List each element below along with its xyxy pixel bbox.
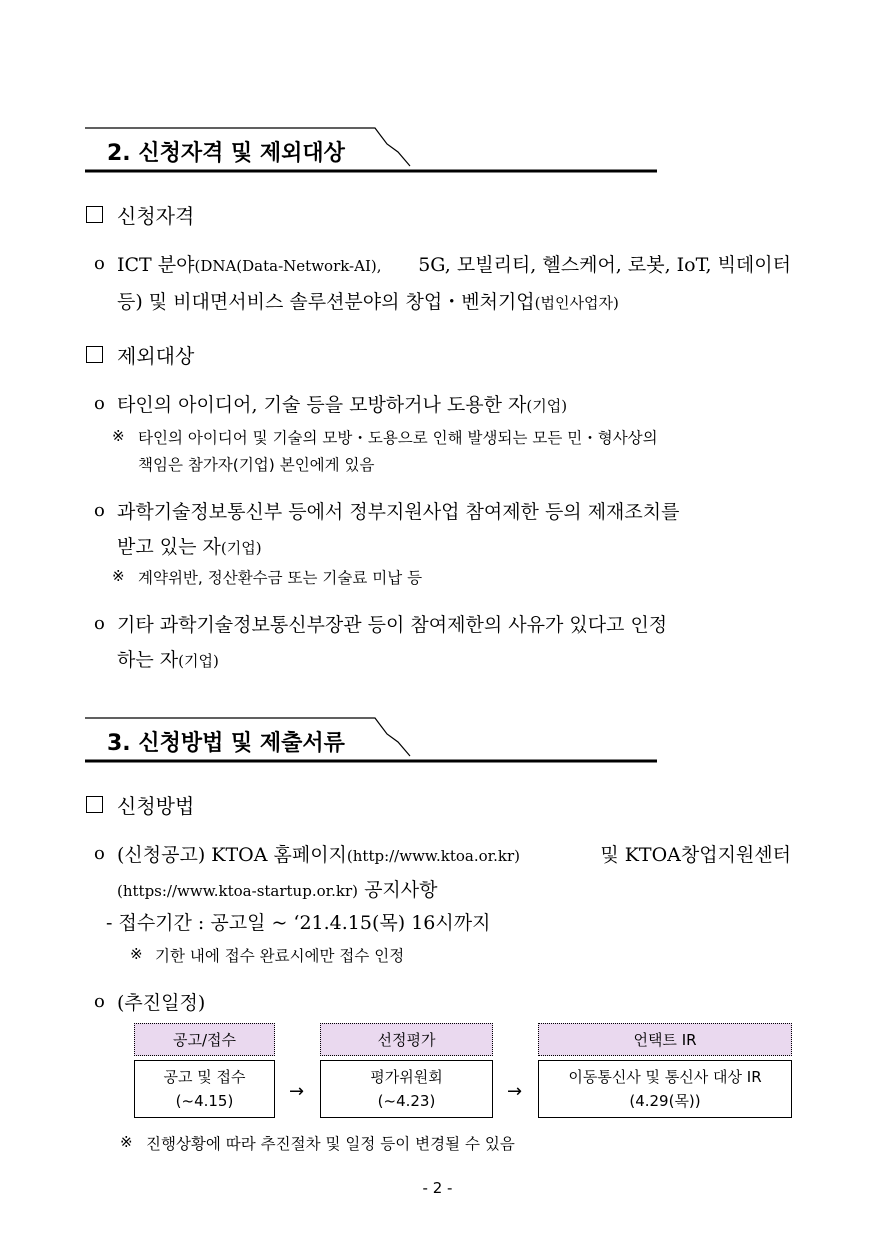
exclusion-note-1-line-1: 타인의 아이디어 및 기술의 모방・도용으로 인해 발생되는 모든 민・형사상의 [138, 429, 658, 447]
exclusion-item-1: 타인의 아이디어, 기술 등을 모방하거나 도용한 자(기업) [117, 394, 568, 416]
bullet-icon: o [94, 500, 105, 521]
exclusion-heading: 제외대상 [86, 340, 194, 369]
exclusion-note-2: 계약위반, 정산환수금 또는 기술료 미납 등 [138, 569, 423, 587]
checkbox-square-icon [86, 346, 103, 363]
schedule-step-2-head: 선정평가 [320, 1023, 493, 1056]
bullet-icon: o [94, 253, 105, 274]
period-note: 기한 내에 접수 완료시에만 접수 인정 [155, 947, 405, 965]
bullet-icon: o [94, 613, 105, 634]
exclusion-item-2-line-2: 받고 있는 자(기업) [117, 536, 262, 558]
schedule-step-2-body: 평가위원회 (~4.23) [320, 1060, 493, 1118]
method-heading: 신청방법 [86, 790, 194, 819]
exclusion-item-2-line-1: 과학기술정보통신부 등에서 정부지원사업 참여제한 등의 제재조치를 [117, 501, 680, 523]
section-3-title: 3. 신청방법 및 제출서류 [107, 731, 345, 756]
note-mark-icon: ※ [112, 567, 125, 585]
section-2-title: 2. 신청자격 및 제외대상 [107, 141, 345, 166]
page-number: - 2 - [422, 1179, 453, 1197]
schedule-step-3-head: 언택트 IR [538, 1023, 792, 1056]
eligibility-item-1-line-2: 등) 및 비대면서비스 솔루션분야의 창업・벤처기업(법인사업자) [117, 291, 619, 313]
method-item-1-line-1: (신청공고) KTOA 홈페이지(http://www.ktoa.or.kr) 및 KTOA창업지원센터 [117, 844, 791, 866]
arrow-right-icon: → [289, 1081, 305, 1102]
checkbox-square-icon [86, 796, 103, 813]
exclusion-note-1-line-2: 책임은 참가자(기업) 본인에게 있음 [138, 456, 375, 474]
schedule-heading: (추진일정) [117, 992, 206, 1014]
arrow-right-icon: → [507, 1081, 523, 1102]
application-period: - 접수기간 : 공고일 ~ ‘21.4.15(목) 16시까지 [106, 912, 491, 934]
note-mark-icon: ※ [120, 1133, 133, 1151]
schedule-step-3-body: 이동통신사 및 통신사 대상 IR (4.29(목)) [538, 1060, 792, 1118]
bullet-icon: o [94, 393, 105, 414]
note-mark-icon: ※ [112, 427, 125, 445]
eligibility-heading: 신청자격 [86, 200, 194, 229]
schedule-note: 진행상황에 따라 추진절차 및 일정 등이 변경될 수 있음 [146, 1135, 515, 1153]
bullet-icon: o [94, 991, 105, 1012]
note-mark-icon: ※ [130, 945, 143, 963]
checkbox-square-icon [86, 206, 103, 223]
section-3-header [85, 716, 657, 764]
exclusion-item-3-line-1: 기타 과학기술정보통신부장관 등이 참여제한의 사유가 있다고 인정 [117, 614, 668, 636]
bullet-icon: o [94, 843, 105, 864]
schedule-step-1-body: 공고 및 접수 (~4.15) [134, 1060, 275, 1118]
exclusion-item-3-line-2: 하는 자(기업) [117, 649, 219, 671]
eligibility-item-1-line-1: ICT 분야(DNA(Data-Network-AI), 5G, 모빌리티, 헬스케어, 로봇, IoT, 빅데이터 [117, 254, 791, 276]
schedule-step-1-head: 공고/접수 [134, 1023, 275, 1056]
section-2-header [85, 126, 657, 174]
method-item-1-line-2: (https://www.ktoa-startup.or.kr) 공지사항 [117, 879, 438, 901]
